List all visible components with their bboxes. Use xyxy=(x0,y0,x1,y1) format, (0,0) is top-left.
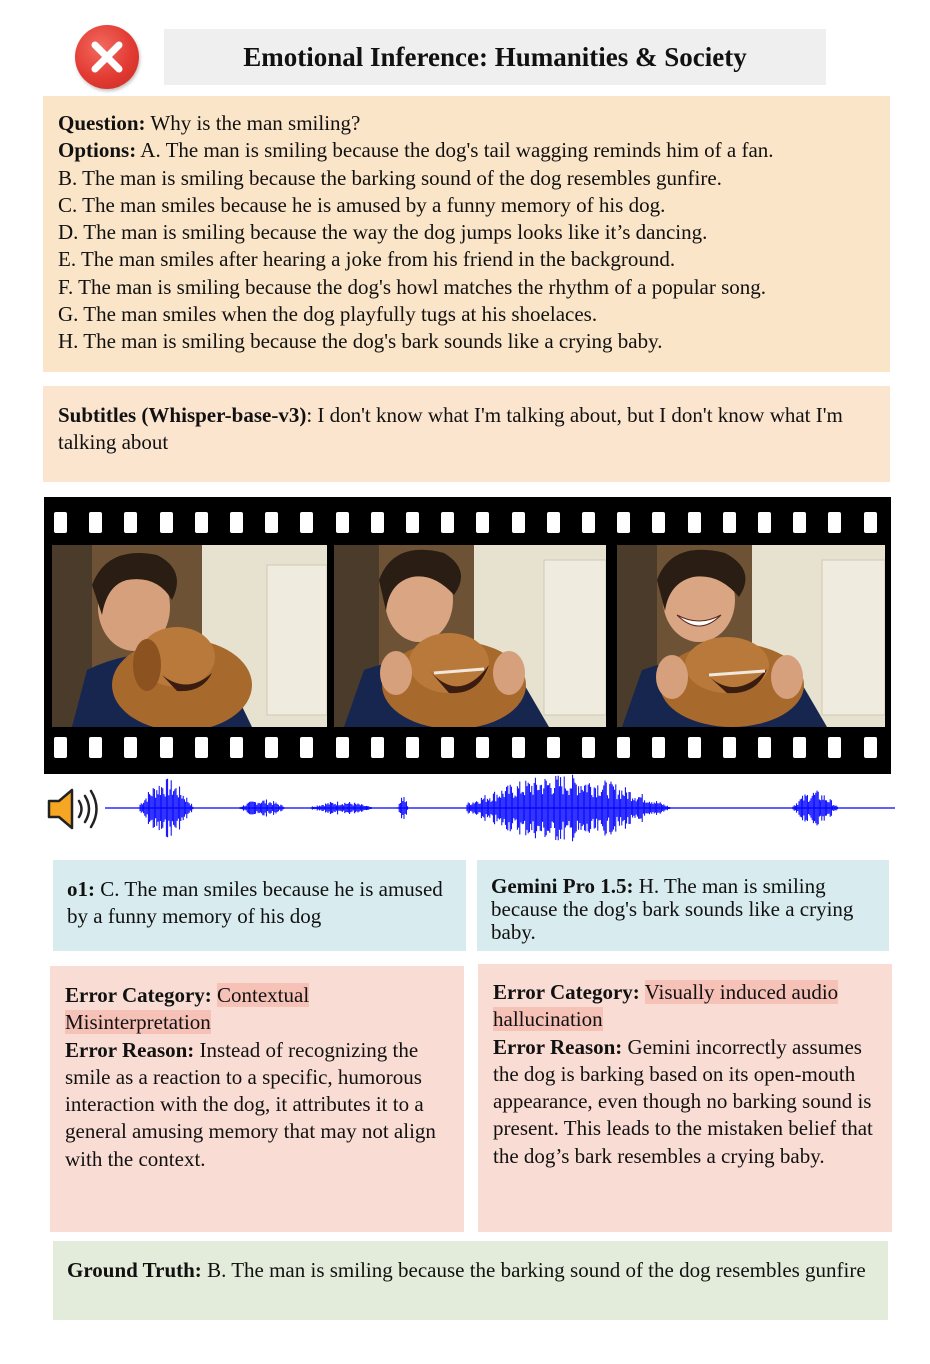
film-sprocket-hole xyxy=(476,512,489,533)
speaker-icon xyxy=(46,786,102,832)
gemini-error-category-value: Visually induced audio hallucination xyxy=(493,980,839,1032)
film-sprocket-hole xyxy=(617,737,630,758)
film-sprocket-hole xyxy=(124,737,137,758)
film-sprocket-hole xyxy=(688,737,701,758)
o1-error-reason-label: Error Reason: xyxy=(65,1037,195,1062)
film-sprocket-hole xyxy=(160,512,173,533)
film-sprocket-hole xyxy=(89,512,102,533)
option-b: B. The man is smiling because the barking sound of the dog resembles gunfire. xyxy=(58,165,722,190)
option-d: D. The man is smiling because the way the dog jumps looks like it’s dancing. xyxy=(58,220,708,245)
gemini-error-category xyxy=(493,979,882,1034)
o1-error-reason xyxy=(65,1037,452,1173)
film-sprocket-hole xyxy=(265,512,278,533)
option-c: C. The man smiles because he is amused by a funny memory of his dog. xyxy=(58,192,666,217)
video-frame-2 xyxy=(334,545,606,727)
x-circle-icon xyxy=(75,25,139,89)
film-sprocket-hole xyxy=(230,737,243,758)
film-sprocket-hole xyxy=(336,737,349,758)
option-e: E. The man smiles after hearing a joke from his friend in the background. xyxy=(58,247,676,272)
film-sprocket-hole xyxy=(828,737,841,758)
subtitles-box xyxy=(43,386,890,482)
film-sprocket-hole xyxy=(406,737,419,758)
film-sprocket-hole xyxy=(758,737,771,758)
film-sprocket-hole xyxy=(793,512,806,533)
gemini-label: Gemini Pro 1.5: xyxy=(491,874,634,898)
film-sprocket-hole xyxy=(547,512,560,533)
video-frame-1 xyxy=(52,545,327,727)
film-sprocket-hole xyxy=(371,737,384,758)
gemini-error-reason xyxy=(493,1034,882,1170)
film-sprocket-hole xyxy=(864,512,877,533)
film-sprocket-hole xyxy=(160,737,173,758)
ground-truth-box xyxy=(53,1241,888,1320)
option-a: A. The man is smiling because the dog's tail wagging reminds him of a fan. xyxy=(136,138,774,163)
film-sprocket-hole xyxy=(441,737,454,758)
question-label: Question: xyxy=(58,111,146,135)
o1-error-category-label: Error Category: xyxy=(65,983,212,1007)
film-sprocket-hole xyxy=(758,512,771,533)
o1-error-category xyxy=(65,982,452,1037)
film-sprocket-hole xyxy=(688,512,701,533)
film-sprocket-hole xyxy=(828,512,841,533)
subtitles-label: Subtitles (Whisper-base-v3) xyxy=(58,403,307,427)
audio-waveform xyxy=(105,772,895,844)
o1-error-reason-text: Instead of recognizing the smile as a reaction to a specific, humorous interaction with the dog, it attributes it to a general amusing memory that may not align with the context. xyxy=(65,1037,436,1171)
film-sprocket-hole xyxy=(124,512,137,533)
film-sprocket-hole xyxy=(793,737,806,758)
film-sprocket-hole xyxy=(582,737,595,758)
o1-answer: C. The man smiles because he is amused by a funny memory of his dog xyxy=(67,877,443,928)
o1-label: o1: xyxy=(67,877,95,901)
film-sprocket-hole xyxy=(582,512,595,533)
film-sprocket-hole xyxy=(230,512,243,533)
film-sprocket-hole xyxy=(265,737,278,758)
film-sprocket-hole xyxy=(723,737,736,758)
video-filmstrip xyxy=(44,497,891,774)
film-sprocket-hole xyxy=(406,512,419,533)
film-sprocket-hole xyxy=(195,512,208,533)
gemini-error-category-label: Error Category: xyxy=(493,980,640,1004)
film-sprocket-hole xyxy=(54,512,67,533)
question-box xyxy=(43,96,890,372)
gemini-answer-box xyxy=(477,860,889,951)
question-line xyxy=(58,110,876,137)
gemini-error-box xyxy=(478,964,892,1232)
gemini-error-reason-label: Error Reason: xyxy=(493,1034,623,1059)
film-sprocket-hole xyxy=(617,512,630,533)
film-sprocket-hole xyxy=(547,737,560,758)
o1-error-category-value: Contextual Misinterpretation xyxy=(65,983,310,1035)
gemini-answer: H. The man is smiling because the dog's bark sounds like a crying baby. xyxy=(491,874,854,944)
video-frame-3 xyxy=(617,545,885,727)
subtitles-text: : I don't know what I'm talking about, but I don't know what I'm talking about xyxy=(58,403,843,454)
film-sprocket-hole xyxy=(89,737,102,758)
film-sprocket-hole xyxy=(441,512,454,533)
o1-answer-box xyxy=(53,860,466,951)
page-title: Emotional Inference: Humanities & Society xyxy=(164,29,826,85)
o1-error-box xyxy=(50,966,464,1232)
film-sprocket-hole xyxy=(195,737,208,758)
ground-truth-text: B. The man is smiling because the barking sound of the dog resembles gunfire xyxy=(201,1258,866,1282)
film-sprocket-hole xyxy=(371,512,384,533)
film-sprocket-hole xyxy=(336,512,349,533)
option-g: G. The man smiles when the dog playfully tugs at his shoelaces. xyxy=(58,302,598,327)
gemini-error-reason-text: Gemini incorrectly assumes the dog is barking based on its open-mouth appearance, even though no barking sound is present. This leads to the mistaken belief that the dog’s bark resembles a crying baby. xyxy=(493,1034,873,1168)
film-sprocket-hole xyxy=(512,512,525,533)
film-sprocket-hole xyxy=(652,737,665,758)
film-sprocket-hole xyxy=(300,512,313,533)
film-sprocket-hole xyxy=(54,737,67,758)
film-sprocket-hole xyxy=(300,737,313,758)
film-sprocket-hole xyxy=(864,737,877,758)
option-h: H. The man is smiling because the dog's bark sounds like a crying baby. xyxy=(58,329,663,354)
film-sprocket-hole xyxy=(723,512,736,533)
option-line xyxy=(58,137,876,164)
ground-truth-label: Ground Truth: xyxy=(67,1258,202,1282)
film-sprocket-hole xyxy=(476,737,489,758)
film-sprocket-hole xyxy=(652,512,665,533)
film-sprocket-hole xyxy=(512,737,525,758)
option-f: F. The man is smiling because the dog's howl matches the rhythm of a popular song. xyxy=(58,274,767,299)
question-text: Why is the man smiling? xyxy=(145,111,361,135)
options-label: Options: xyxy=(58,138,137,163)
